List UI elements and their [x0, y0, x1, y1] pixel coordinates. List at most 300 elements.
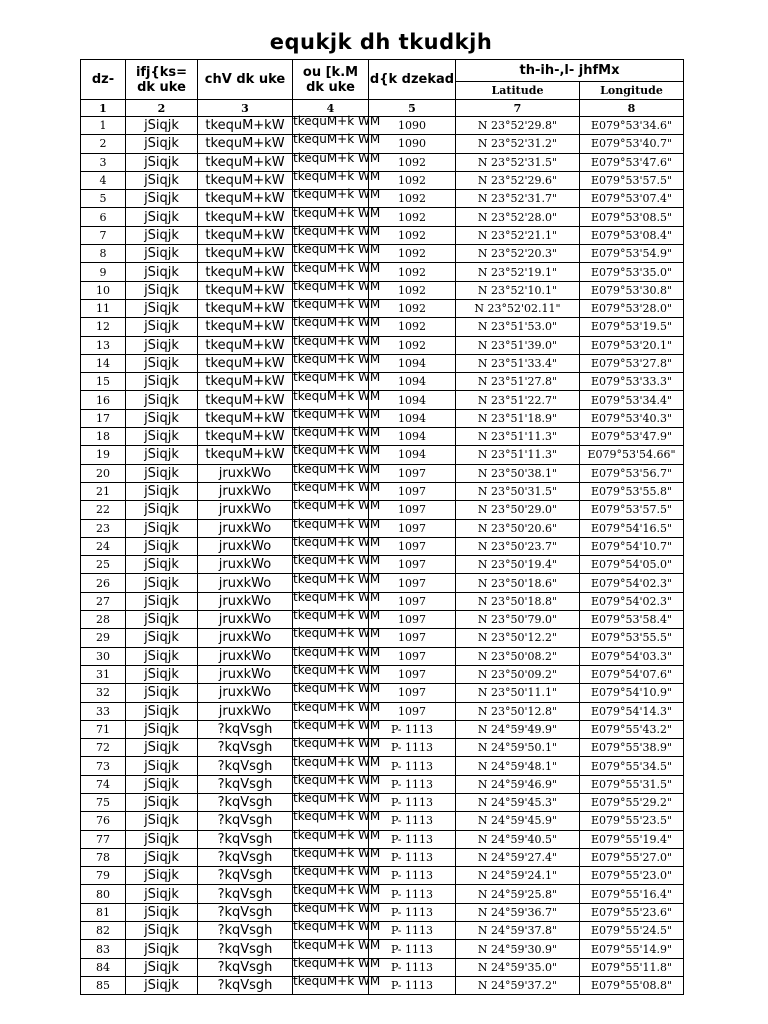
cell-serial: 24 — [81, 537, 126, 555]
cell-compartment: 1097 — [369, 592, 456, 610]
page-title: equkjk dh tkudkjh — [269, 30, 493, 54]
cell-compartment: P- 1113 — [369, 720, 456, 738]
cell-range: jSiqjk — [126, 903, 198, 921]
table-row — [81, 135, 684, 153]
table-row — [81, 117, 684, 135]
cell-latitude: N 23°52'29.8" — [456, 117, 580, 135]
forest-block-label: tkequM+k WM — [293, 498, 381, 513]
cell-latitude: N 24°59'36.7" — [456, 903, 580, 921]
cell-latitude: N 24°59'37.2" — [456, 976, 580, 994]
cell-longitude: E079°55'14.9" — [580, 940, 684, 958]
cell-beat: ?kqVsgh — [198, 830, 293, 848]
cell-range: jSiqjk — [126, 702, 198, 720]
table-row — [81, 812, 684, 830]
cell-latitude: N 23°50'79.0" — [456, 611, 580, 629]
cell-compartment: 1092 — [369, 281, 456, 299]
cell-compartment: 1092 — [369, 318, 456, 336]
cell-range: jSiqjk — [126, 848, 198, 866]
cell-latitude: N 23°51'22.7" — [456, 391, 580, 409]
cell-latitude: N 23°50'12.8" — [456, 702, 580, 720]
cell-serial: 23 — [81, 519, 126, 537]
forest-block-label: tkequM+k WM — [293, 242, 381, 257]
cell-serial: 79 — [81, 867, 126, 885]
cell-serial: 2 — [81, 135, 126, 153]
cell-compartment: P- 1113 — [369, 940, 456, 958]
forest-block-label: tkequM+k WM — [293, 461, 381, 476]
cell-longitude: E079°54'07.6" — [580, 665, 684, 683]
cell-serial: 12 — [81, 318, 126, 336]
forest-block-label: tkequM+k WM — [293, 864, 381, 879]
cell-range: jSiqjk — [126, 647, 198, 665]
cell-range: jSiqjk — [126, 592, 198, 610]
cell-compartment: 1097 — [369, 501, 456, 519]
table-row — [81, 830, 684, 848]
cell-beat: tkequM+kW — [198, 281, 293, 299]
cell-range: jSiqjk — [126, 665, 198, 683]
forest-block-label: tkequM+k WM — [293, 480, 381, 495]
cell-range: jSiqjk — [126, 153, 198, 171]
cell-beat: jruxkWo — [198, 537, 293, 555]
cell-longitude: E079°53'47.6" — [580, 153, 684, 171]
cell-latitude: N 24°59'30.9" — [456, 940, 580, 958]
cell-compartment: 1094 — [369, 373, 456, 391]
cell-range: jSiqjk — [126, 867, 198, 885]
cell-range: jSiqjk — [126, 812, 198, 830]
cell-longitude: E079°55'24.5" — [580, 922, 684, 940]
header-longitude: Longitude — [580, 82, 684, 100]
cell-compartment: P- 1113 — [369, 867, 456, 885]
forest-block-label: tkequM+k WM — [293, 333, 381, 348]
column-number: 2 — [126, 100, 198, 117]
cell-longitude: E079°55'43.2" — [580, 720, 684, 738]
cell-serial: 16 — [81, 391, 126, 409]
cell-range: jSiqjk — [126, 537, 198, 555]
forest-block-label: tkequM+k WM — [293, 315, 381, 330]
forest-block-label: tkequM+k WM — [293, 553, 381, 568]
cell-beat: tkequM+kW — [198, 318, 293, 336]
cell-range: jSiqjk — [126, 464, 198, 482]
cell-beat: jruxkWo — [198, 464, 293, 482]
cell-longitude: E079°55'08.8" — [580, 976, 684, 994]
forest-block-label: tkequM+k WM — [293, 114, 381, 129]
cell-beat: tkequM+kW — [198, 153, 293, 171]
forest-block-label: tkequM+k WM — [293, 278, 381, 293]
cell-compartment: 1094 — [369, 354, 456, 372]
forest-block-label: tkequM+k WM — [293, 846, 381, 861]
cell-longitude: E079°53'54.66" — [580, 446, 684, 464]
cell-compartment: 1092 — [369, 153, 456, 171]
forest-block-label: tkequM+k WM — [293, 589, 381, 604]
table-row — [81, 299, 684, 317]
forest-block-label: tkequM+k WM — [293, 809, 381, 824]
cell-range: jSiqjk — [126, 281, 198, 299]
forest-block-label: tkequM+k WM — [293, 388, 381, 403]
cell-beat: ?kqVsgh — [198, 720, 293, 738]
cell-beat: jruxkWo — [198, 501, 293, 519]
cell-compartment: 1094 — [369, 391, 456, 409]
cell-beat: ?kqVsgh — [198, 922, 293, 940]
forest-block-label: tkequM+k WM — [293, 681, 381, 696]
cell-serial: 4 — [81, 171, 126, 189]
cell-serial: 11 — [81, 299, 126, 317]
cell-longitude: E079°53'28.0" — [580, 299, 684, 317]
cell-longitude: E079°53'56.7" — [580, 464, 684, 482]
cell-longitude: E079°53'47.9" — [580, 428, 684, 446]
forest-block-label: tkequM+k WM — [293, 608, 381, 623]
cell-range: jSiqjk — [126, 885, 198, 903]
cell-longitude: E079°55'11.8" — [580, 958, 684, 976]
table-row — [81, 153, 684, 171]
header-gps-reading: th-ih-,l- jhfMx — [456, 60, 684, 82]
forest-block-label: tkequM+k WM — [293, 882, 381, 897]
cell-serial: 13 — [81, 336, 126, 354]
cell-compartment: 1092 — [369, 226, 456, 244]
cell-latitude: N 23°52'10.1" — [456, 281, 580, 299]
cell-serial: 73 — [81, 757, 126, 775]
cell-compartment: P- 1113 — [369, 739, 456, 757]
cell-serial: 7 — [81, 226, 126, 244]
cell-compartment: 1092 — [369, 190, 456, 208]
cell-longitude: E079°53'34.6" — [580, 117, 684, 135]
cell-compartment: P- 1113 — [369, 757, 456, 775]
cell-longitude: E079°55'23.5" — [580, 812, 684, 830]
table-row — [81, 446, 684, 464]
cell-range: jSiqjk — [126, 574, 198, 592]
cell-longitude: E079°53'57.5" — [580, 171, 684, 189]
cell-range: jSiqjk — [126, 922, 198, 940]
cell-beat: tkequM+kW — [198, 135, 293, 153]
cell-range: jSiqjk — [126, 135, 198, 153]
table-row — [81, 464, 684, 482]
forest-block-label: tkequM+k WM — [293, 955, 381, 970]
cell-serial: 77 — [81, 830, 126, 848]
cell-serial: 22 — [81, 501, 126, 519]
cell-latitude: N 23°51'33.4" — [456, 354, 580, 372]
forest-block-label: tkequM+k WM — [293, 260, 381, 275]
cell-longitude: E079°53'55.8" — [580, 482, 684, 500]
cell-longitude: E079°53'34.4" — [580, 391, 684, 409]
header-forest-block: ou [k.M dk uke — [293, 60, 369, 100]
cell-range: jSiqjk — [126, 318, 198, 336]
cell-compartment: 1097 — [369, 574, 456, 592]
cell-beat: ?kqVsgh — [198, 848, 293, 866]
cell-latitude: N 24°59'45.9" — [456, 812, 580, 830]
table-row — [81, 922, 684, 940]
cell-latitude: N 23°52'21.1" — [456, 226, 580, 244]
cell-longitude: E079°55'29.2" — [580, 793, 684, 811]
cell-serial: 9 — [81, 263, 126, 281]
cell-serial: 15 — [81, 373, 126, 391]
column-number: 1 — [81, 100, 126, 117]
cell-compartment: 1090 — [369, 117, 456, 135]
cell-range: jSiqjk — [126, 830, 198, 848]
cell-beat: tkequM+kW — [198, 299, 293, 317]
table-row — [81, 208, 684, 226]
cell-beat: jruxkWo — [198, 629, 293, 647]
cell-range: jSiqjk — [126, 629, 198, 647]
table-row — [81, 428, 684, 446]
cell-longitude: E079°53'55.5" — [580, 629, 684, 647]
cell-latitude: N 23°50'20.6" — [456, 519, 580, 537]
header-compartment: d{k dzekad — [369, 60, 456, 100]
cell-longitude: E079°54'05.0" — [580, 556, 684, 574]
cell-latitude: N 23°51'11.3" — [456, 446, 580, 464]
cell-range: jSiqjk — [126, 391, 198, 409]
forest-block-label: tkequM+k WM — [293, 425, 381, 440]
forest-block-label: tkequM+k WM — [293, 223, 381, 238]
cell-range: jSiqjk — [126, 501, 198, 519]
table-row — [81, 190, 684, 208]
cell-beat: tkequM+kW — [198, 373, 293, 391]
cell-latitude: N 23°52'02.11" — [456, 299, 580, 317]
forest-block-label: tkequM+k WM — [293, 663, 381, 678]
cell-longitude: E079°54'10.9" — [580, 684, 684, 702]
cell-range: jSiqjk — [126, 190, 198, 208]
cell-range: jSiqjk — [126, 171, 198, 189]
forest-block-label: tkequM+k WM — [293, 827, 381, 842]
cell-range: jSiqjk — [126, 117, 198, 135]
cell-range: jSiqjk — [126, 354, 198, 372]
table-row — [81, 775, 684, 793]
cell-longitude: E079°53'40.3" — [580, 409, 684, 427]
cell-serial: 25 — [81, 556, 126, 574]
table-row — [81, 684, 684, 702]
cell-latitude: N 23°51'27.8" — [456, 373, 580, 391]
header-sr: dz- — [81, 60, 126, 100]
forest-block-label: tkequM+k WM — [293, 772, 381, 787]
cell-beat: ?kqVsgh — [198, 757, 293, 775]
cell-beat: ?kqVsgh — [198, 812, 293, 830]
column-number: 4 — [293, 100, 369, 117]
table-row — [81, 354, 684, 372]
cell-serial: 78 — [81, 848, 126, 866]
cell-beat: jruxkWo — [198, 611, 293, 629]
cell-serial: 29 — [81, 629, 126, 647]
cell-serial: 85 — [81, 976, 126, 994]
cell-beat: jruxkWo — [198, 574, 293, 592]
cell-latitude: N 23°50'31.5" — [456, 482, 580, 500]
forest-block-label: tkequM+k WM — [293, 754, 381, 769]
cell-latitude: N 23°50'18.6" — [456, 574, 580, 592]
cell-range: jSiqjk — [126, 428, 198, 446]
cell-latitude: N 23°52'29.6" — [456, 171, 580, 189]
cell-serial: 84 — [81, 958, 126, 976]
cell-serial: 20 — [81, 464, 126, 482]
cell-compartment: 1092 — [369, 245, 456, 263]
header-latitude: Latitude — [456, 82, 580, 100]
cell-longitude: E079°53'08.5" — [580, 208, 684, 226]
cell-latitude: N 23°52'19.1" — [456, 263, 580, 281]
cell-range: jSiqjk — [126, 519, 198, 537]
cell-beat: ?kqVsgh — [198, 775, 293, 793]
cell-longitude: E079°54'02.3" — [580, 592, 684, 610]
cell-longitude: E079°54'14.3" — [580, 702, 684, 720]
cell-compartment: 1097 — [369, 702, 456, 720]
forest-block-label: tkequM+k WM — [293, 132, 381, 147]
table-row — [81, 793, 684, 811]
cell-compartment: 1097 — [369, 611, 456, 629]
cell-longitude: E079°55'34.5" — [580, 757, 684, 775]
cell-beat: jruxkWo — [198, 702, 293, 720]
cell-range: jSiqjk — [126, 757, 198, 775]
cell-compartment: 1094 — [369, 409, 456, 427]
table-row — [81, 263, 684, 281]
cell-beat: tkequM+kW — [198, 245, 293, 263]
cell-serial: 27 — [81, 592, 126, 610]
forest-block-label: tkequM+k WM — [293, 406, 381, 421]
cell-latitude: N 23°52'20.3" — [456, 245, 580, 263]
forest-block-label: tkequM+k WM — [293, 571, 381, 586]
table-row — [81, 592, 684, 610]
cell-serial: 80 — [81, 885, 126, 903]
cell-serial: 83 — [81, 940, 126, 958]
table-row — [81, 976, 684, 994]
cell-beat: ?kqVsgh — [198, 793, 293, 811]
table-row — [81, 281, 684, 299]
cell-beat: ?kqVsgh — [198, 976, 293, 994]
cell-longitude: E079°55'19.4" — [580, 830, 684, 848]
cell-longitude: E079°54'16.5" — [580, 519, 684, 537]
cell-beat: ?kqVsgh — [198, 958, 293, 976]
table-row — [81, 556, 684, 574]
cell-latitude: N 23°52'31.5" — [456, 153, 580, 171]
cell-latitude: N 24°59'46.9" — [456, 775, 580, 793]
header-beat: chV dk uke — [198, 60, 293, 100]
cell-latitude: N 24°59'25.8" — [456, 885, 580, 903]
cell-compartment: 1097 — [369, 519, 456, 537]
cell-serial: 31 — [81, 665, 126, 683]
cell-range: jSiqjk — [126, 245, 198, 263]
column-number: 3 — [198, 100, 293, 117]
cell-beat: jruxkWo — [198, 556, 293, 574]
cell-compartment: 1094 — [369, 428, 456, 446]
forest-block-label: tkequM+k WM — [293, 187, 381, 202]
cell-beat: jruxkWo — [198, 665, 293, 683]
table-row — [81, 702, 684, 720]
cell-compartment: P- 1113 — [369, 922, 456, 940]
cell-longitude: E079°53'58.4" — [580, 611, 684, 629]
cell-serial: 17 — [81, 409, 126, 427]
cell-range: jSiqjk — [126, 482, 198, 500]
cell-compartment: 1097 — [369, 629, 456, 647]
cell-latitude: N 23°51'11.3" — [456, 428, 580, 446]
table-row — [81, 958, 684, 976]
cell-serial: 75 — [81, 793, 126, 811]
cell-compartment: 1097 — [369, 482, 456, 500]
forest-block-label: tkequM+k WM — [293, 352, 381, 366]
cell-compartment: 1097 — [369, 537, 456, 555]
cell-serial: 6 — [81, 208, 126, 226]
cell-compartment: 1094 — [369, 446, 456, 464]
cell-latitude: N 23°50'11.1" — [456, 684, 580, 702]
cell-serial: 71 — [81, 720, 126, 738]
table-row — [81, 391, 684, 409]
forest-block-label: tkequM+k WM — [293, 534, 381, 549]
cell-compartment: P- 1113 — [369, 812, 456, 830]
cell-range: jSiqjk — [126, 409, 198, 427]
cell-latitude: N 23°50'19.4" — [456, 556, 580, 574]
cell-range: jSiqjk — [126, 976, 198, 994]
cell-compartment: P- 1113 — [369, 848, 456, 866]
header-range: ifj{ks= dk uke — [126, 60, 198, 100]
table-row — [81, 574, 684, 592]
cell-serial: 5 — [81, 190, 126, 208]
cell-latitude: N 24°59'24.1" — [456, 867, 580, 885]
cell-range: jSiqjk — [126, 775, 198, 793]
cell-latitude: N 23°51'39.0" — [456, 336, 580, 354]
column-number: 8 — [580, 100, 684, 117]
cell-beat: tkequM+kW — [198, 409, 293, 427]
cell-compartment: 1097 — [369, 464, 456, 482]
cell-longitude: E079°53'33.3" — [580, 373, 684, 391]
table-row — [81, 720, 684, 738]
cell-beat: jruxkWo — [198, 684, 293, 702]
cell-compartment: 1092 — [369, 299, 456, 317]
cell-compartment: P- 1113 — [369, 903, 456, 921]
cell-latitude: N 24°59'35.0" — [456, 958, 580, 976]
cell-longitude: E079°55'16.4" — [580, 885, 684, 903]
cell-serial: 32 — [81, 684, 126, 702]
cell-compartment: P- 1113 — [369, 775, 456, 793]
cell-latitude: N 23°52'31.2" — [456, 135, 580, 153]
forest-block-label: tkequM+k WM — [293, 717, 381, 732]
table-row — [81, 757, 684, 775]
forest-block-label: tkequM+k WM — [293, 297, 381, 312]
cell-serial: 19 — [81, 446, 126, 464]
forest-block-label: tkequM+k WM — [293, 205, 381, 220]
cell-serial: 3 — [81, 153, 126, 171]
cell-longitude: E079°53'20.1" — [580, 336, 684, 354]
forest-block-label: tkequM+k WM — [293, 699, 381, 714]
cell-longitude: E079°53'08.4" — [580, 226, 684, 244]
cell-longitude: E079°54'02.3" — [580, 574, 684, 592]
cell-beat: tkequM+kW — [198, 428, 293, 446]
cell-latitude: N 24°59'48.1" — [456, 757, 580, 775]
cell-serial: 21 — [81, 482, 126, 500]
cell-range: jSiqjk — [126, 940, 198, 958]
column-number: 7 — [456, 100, 580, 117]
cell-compartment: P- 1113 — [369, 830, 456, 848]
cell-beat: jruxkWo — [198, 592, 293, 610]
forest-block-label: tkequM+k WM — [293, 974, 381, 989]
table-row — [81, 903, 684, 921]
cell-beat: tkequM+kW — [198, 391, 293, 409]
cell-longitude: E079°53'27.8" — [580, 354, 684, 372]
table-row — [81, 226, 684, 244]
cell-serial: 82 — [81, 922, 126, 940]
table-row — [81, 409, 684, 427]
table-row — [81, 482, 684, 500]
cell-serial: 1 — [81, 117, 126, 135]
cell-range: jSiqjk — [126, 446, 198, 464]
cell-latitude: N 23°52'28.0" — [456, 208, 580, 226]
cell-range: jSiqjk — [126, 958, 198, 976]
cell-beat: tkequM+kW — [198, 190, 293, 208]
table-row — [81, 885, 684, 903]
cell-serial: 26 — [81, 574, 126, 592]
cell-beat: jruxkWo — [198, 519, 293, 537]
cell-range: jSiqjk — [126, 373, 198, 391]
cell-beat: tkequM+kW — [198, 171, 293, 189]
cell-serial: 14 — [81, 354, 126, 372]
cell-range: jSiqjk — [126, 611, 198, 629]
cell-compartment: 1090 — [369, 135, 456, 153]
cell-range: jSiqjk — [126, 336, 198, 354]
cell-beat: jruxkWo — [198, 482, 293, 500]
cell-longitude: E079°53'30.8" — [580, 281, 684, 299]
cell-range: jSiqjk — [126, 739, 198, 757]
cell-beat: tkequM+kW — [198, 263, 293, 281]
